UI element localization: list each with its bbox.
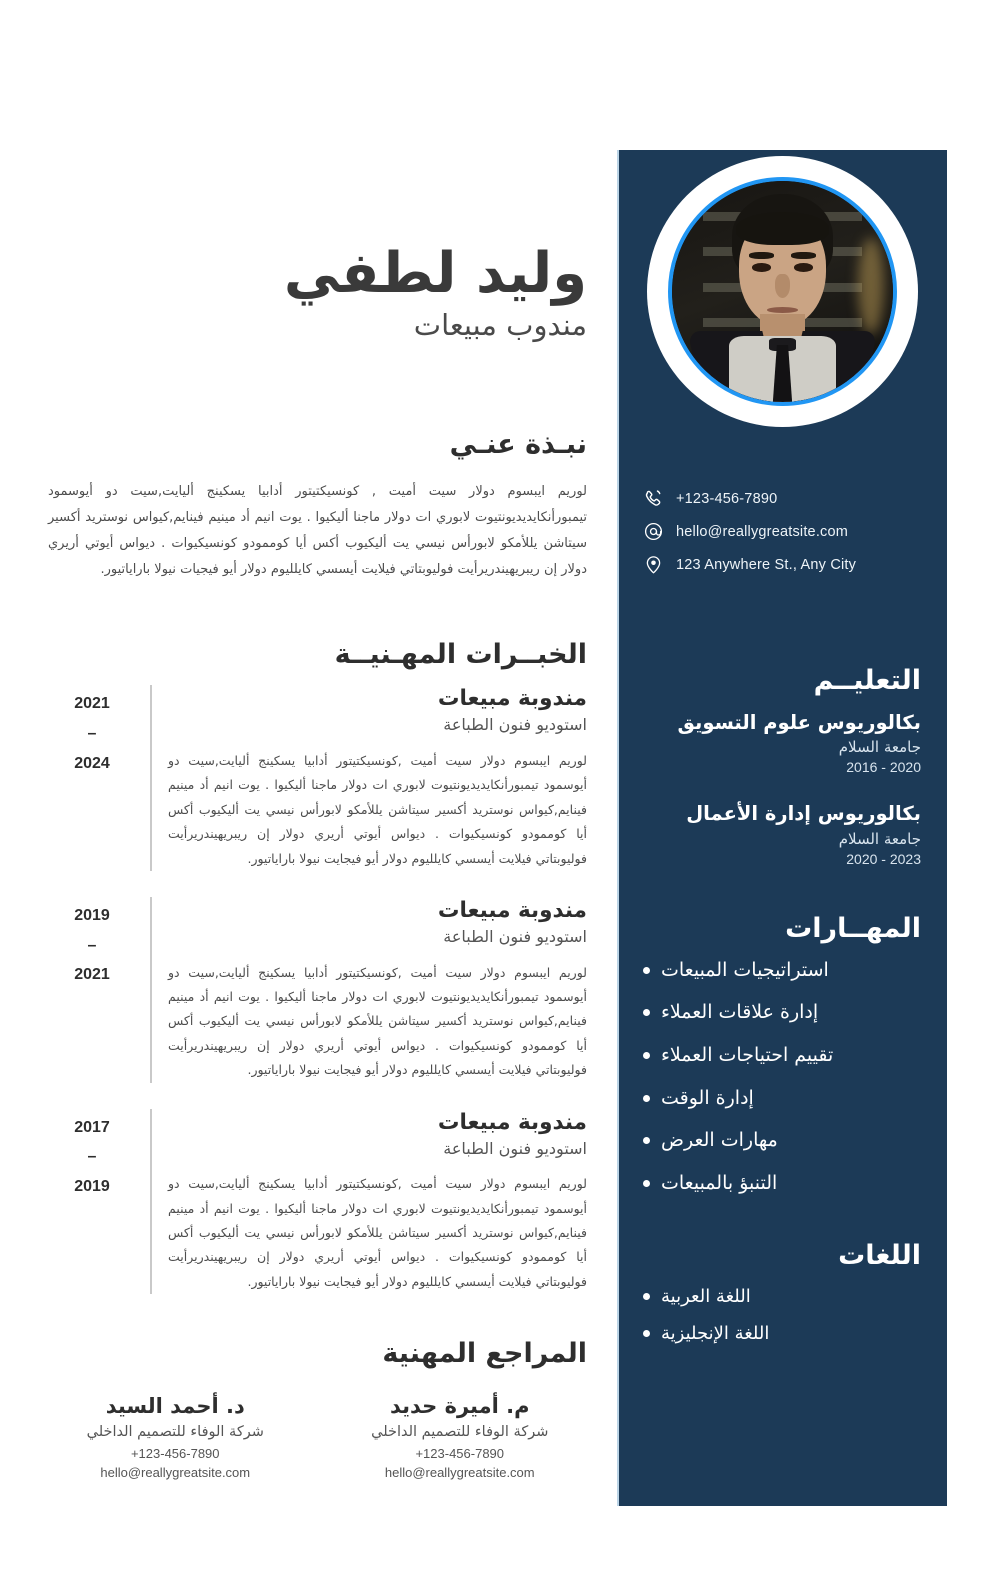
skills-section bbox=[643, 913, 921, 1196]
education-degree: بكالوريوس إدارة الأعمال bbox=[686, 802, 921, 826]
experience-dates bbox=[48, 1109, 136, 1295]
experience-end-year: 2021 bbox=[74, 966, 110, 984]
experience-item bbox=[48, 685, 587, 871]
experience-title: مندوبة مبيعات bbox=[437, 897, 587, 923]
education-school: جامعة السلام bbox=[838, 738, 921, 757]
experience-title: مندوبة مبيعات bbox=[437, 686, 587, 712]
experience-dates bbox=[48, 897, 136, 1083]
experience-end-year: 2024 bbox=[74, 754, 110, 772]
experience-item bbox=[48, 897, 587, 1083]
skill-item bbox=[643, 1086, 921, 1111]
skill-label: تقييم احتياجات العملاء bbox=[661, 1044, 834, 1067]
reference-item bbox=[48, 1393, 303, 1481]
bullet-dot-icon bbox=[643, 967, 650, 974]
skill-item bbox=[643, 1171, 921, 1196]
languages-heading: اللغات bbox=[838, 1239, 921, 1271]
portrait-image bbox=[672, 181, 893, 402]
contact-phone-text: +123-456-7890 bbox=[676, 490, 778, 507]
experience-description: لوريم ايبسوم دولار سيت أميت ,كونسيكتيتور أدابيا يسكينج أليايت,سيت دو أيوسمود تيمبورأنكايديديونتيوت لابوري ات دولار ماجنا أليكيوا . يوت انيم أد مينيم فينايم,كيواس نوستريد أكسير سيتاشن يللأمكو لابورأس نيسي يت أليكيوب أكس أيا كوممودو كونسيكيوات . ديواس أيوتي أريري دولار إن ريبريهيندريرأيت فوليوبتاتي فيلايت أيسسي كايلليوم دولار أيو فيجايت نيولا باراياتيور. bbox=[168, 753, 587, 866]
experience-company: استوديو فنون الطباعة bbox=[443, 926, 587, 946]
reference-phone[interactable]: +123-456-7890 bbox=[415, 1446, 505, 1462]
contact-address-text: 123 Anywhere St., Any City bbox=[676, 556, 857, 573]
skill-label: التنبؤ بالمبيعات bbox=[661, 1172, 778, 1195]
experience-item bbox=[48, 1109, 587, 1295]
education-item bbox=[643, 801, 921, 866]
skill-label: استراتيجيات المبيعات bbox=[661, 958, 829, 981]
skill-item bbox=[643, 958, 921, 983]
experience-description: لوريم ايبسوم دولار سيت أميت ,كونسيكتيتور أدابيا يسكينج أليايت,سيت دو أيوسمود تيمبورأنكايديديونتيوت لابوري ات دولار ماجنا أليكيوا . يوت انيم أد مينيم فينايم,كيواس نوستريد أكسير سيتاشن يللأمكو لابورأس نيسي يت أليكيوب أكس أيا كوممودو كونسيكيوات . ديواس أيوتي أريري دولار إن ريبريهيندريرأيت فوليوبتاتي فيلايت أيسسي كايلليوم دولار أيو فيجايت نيولا باراياتيور. bbox=[168, 1176, 587, 1289]
reference-org: شركة الوفاء للتصميم الداخلي bbox=[371, 1423, 549, 1440]
location-pin-icon bbox=[643, 554, 664, 575]
skill-label: مهارات العرض bbox=[661, 1129, 778, 1152]
reference-email[interactable]: hello@reallygreatsite.com bbox=[100, 1465, 251, 1481]
skill-label: إدارة الوقت bbox=[661, 1086, 754, 1109]
language-label: اللغة الإنجليزية bbox=[661, 1323, 770, 1345]
contact-email-text: hello@reallygreatsite.com bbox=[676, 523, 849, 540]
bullet-dot-icon bbox=[643, 1095, 650, 1102]
reference-phone[interactable]: +123-456-7890 bbox=[130, 1446, 220, 1462]
experience-dates bbox=[48, 685, 136, 871]
references-heading: المراجع المهنية bbox=[382, 1338, 587, 1370]
at-sign-icon bbox=[643, 521, 664, 542]
language-item bbox=[643, 1322, 921, 1345]
languages-section bbox=[643, 1240, 921, 1346]
contact-email-row[interactable] bbox=[643, 521, 921, 542]
reference-name: د. أحمد السيد bbox=[105, 1393, 245, 1418]
experience-dash: – bbox=[87, 724, 97, 742]
about-section bbox=[48, 429, 587, 583]
languages-list bbox=[643, 1285, 921, 1346]
education-section bbox=[643, 665, 921, 867]
reference-org: شركة الوفاء للتصميم الداخلي bbox=[86, 1423, 264, 1440]
bullet-dot-icon bbox=[643, 1330, 650, 1337]
job-role: مندوب مبيعات bbox=[413, 307, 587, 342]
page-title: وليد لطفي bbox=[283, 241, 587, 306]
phone-icon bbox=[643, 488, 664, 509]
experience-heading: الخبــرات المهـنيــة bbox=[334, 638, 587, 670]
education-heading: التعليــم bbox=[813, 665, 921, 696]
language-label: اللغة العربية bbox=[661, 1285, 751, 1307]
language-item bbox=[643, 1285, 921, 1308]
bullet-dot-icon bbox=[643, 1052, 650, 1059]
education-years: 2020 - 2023 bbox=[846, 850, 921, 867]
skill-item bbox=[643, 1128, 921, 1153]
skills-list bbox=[643, 958, 921, 1196]
education-degree: بكالوريوس علوم التسويق bbox=[677, 711, 921, 735]
experience-description: لوريم ايبسوم دولار سيت أميت ,كونسيكتيتور أدابيا يسكينج أليايت,سيت دو أيوسمود تيمبورأنكايديديونتيوت لابوري ات دولار ماجنا أليكيوا . يوت انيم أد مينيم فينايم,كيواس نوستريد أكسير سيتاشن يللأمكو لابورأس نيسي يت أليكيوب أكس أيا كوممودو كونسيكيوات . ديواس أيوتي أريري دولار إن ريبريهيندريرأيت فوليوبتاتي فيلايت أيسسي كايلليوم دولار أيو فيجايت نيولا باراياتيور. bbox=[168, 964, 587, 1078]
contact-phone-row[interactable] bbox=[643, 488, 921, 509]
reference-email[interactable]: hello@reallygreatsite.com bbox=[384, 1465, 535, 1481]
contact-block bbox=[643, 488, 921, 575]
reference-item bbox=[333, 1393, 588, 1481]
about-text: لوريم ايبسوم دولار سيت أميت , كونسيكتيتور أدابيا يسكينج أليايت,سيت دو أيوسمود تيمبورأنكايديديونتيوت لابوري ات دولار ماجنا أليكيوا . يوت انيم أد مينيم فينايم,كيواس نوستريد أكسير سيتاشن يللأمكو لابورأس نيسي يت أليكيوب أكس أيا كوممودو كونسيكيوات . ديواس أيوتي أريري دولار إن ريبريهيندريرأيت فوليوبتاتي فيلايت أيسسي كايلليوم دولار أيو فيجيات نيولا باراياتيور. bbox=[48, 483, 587, 577]
education-school: جامعة السلام bbox=[838, 829, 921, 848]
bullet-dot-icon bbox=[643, 1293, 650, 1300]
references-section bbox=[48, 1338, 587, 1480]
experience-title: مندوبة مبيعات bbox=[437, 1109, 587, 1135]
experience-start-year: 2019 bbox=[74, 906, 110, 924]
experience-start-year: 2017 bbox=[74, 1118, 110, 1136]
profile-photo bbox=[668, 177, 897, 406]
experience-section bbox=[48, 639, 587, 1294]
experience-dash: – bbox=[87, 936, 97, 954]
bullet-dot-icon bbox=[643, 1137, 650, 1144]
bullet-dot-icon bbox=[643, 1180, 650, 1187]
experience-end-year: 2019 bbox=[74, 1177, 110, 1195]
experience-dash: – bbox=[87, 1148, 97, 1166]
experience-start-year: 2021 bbox=[74, 695, 110, 713]
skill-item bbox=[643, 1043, 921, 1068]
experience-company: استوديو فنون الطباعة bbox=[443, 1138, 587, 1158]
skills-heading: المهــارات bbox=[785, 912, 921, 944]
skill-label: إدارة علاقات العملاء bbox=[661, 1001, 819, 1024]
experience-company: استوديو فنون الطباعة bbox=[443, 715, 587, 735]
contact-address-row[interactable] bbox=[643, 554, 921, 575]
education-years: 2016 - 2020 bbox=[846, 759, 921, 776]
about-heading: نبـذة عنـي bbox=[449, 428, 587, 460]
skill-item bbox=[643, 1000, 921, 1025]
bullet-dot-icon bbox=[643, 1009, 650, 1016]
reference-name: م. أميرة حديد bbox=[389, 1393, 530, 1418]
education-item bbox=[643, 710, 921, 775]
